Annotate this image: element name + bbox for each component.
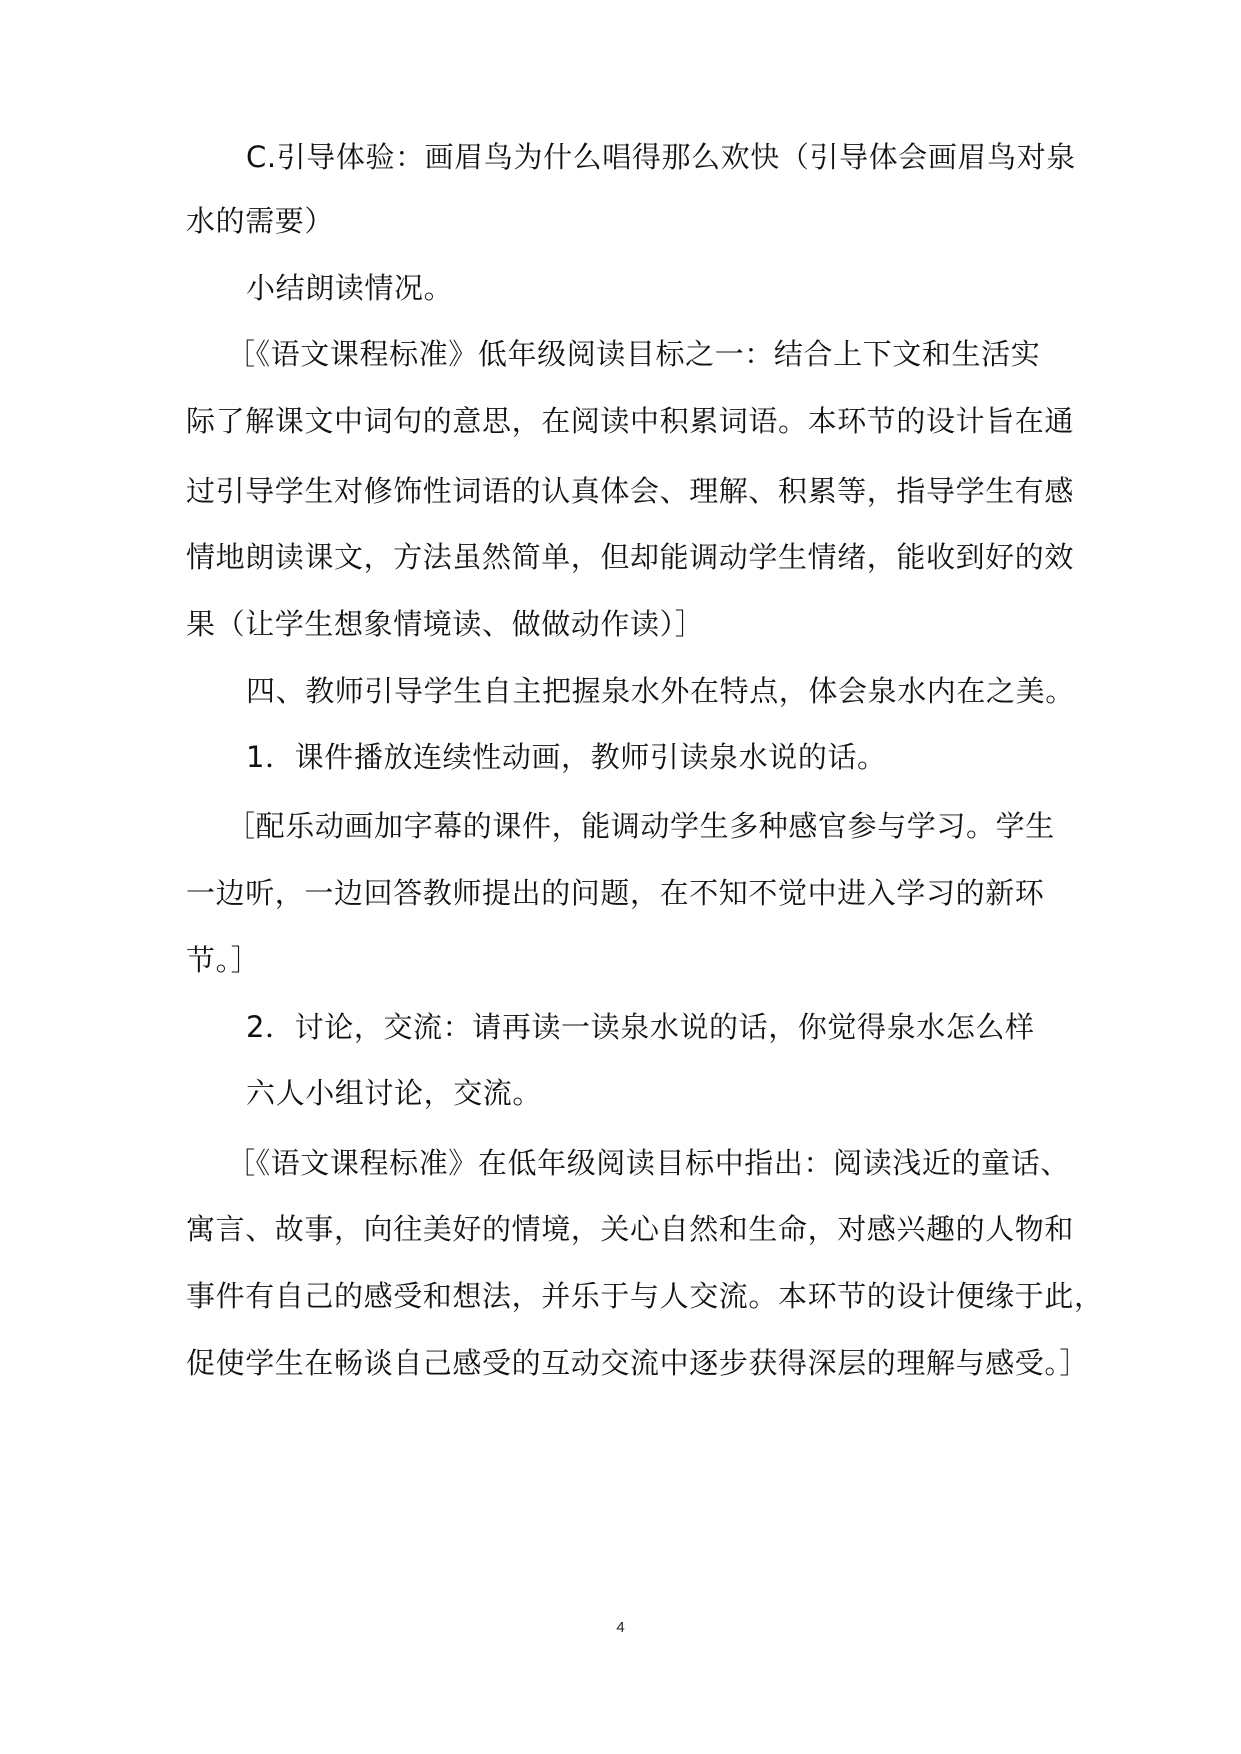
paragraph-line: 小结朗读情况。 [246,271,454,305]
paragraph-line: C.引导体验：画眉鸟为什么唱得那么欢快（引导体会画眉鸟对泉 [246,140,1076,174]
annotation-line: 寓言、故事，向往美好的情境，关心自然和生命，对感兴趣的人物和 [186,1212,1075,1246]
paragraph-line: 水的需要） [186,204,335,238]
annotation-line: 节。］ [186,943,261,977]
annotation-line: 事件有自己的感受和想法，并乐于与人交流。本环节的设计便缘于此， [186,1279,1104,1313]
numbered-item: 2．讨论，交流：请再读一读泉水说的话，你觉得泉水怎么样 [246,1010,1035,1044]
annotation-line: 情地朗读课文，方法虽然简单，但却能调动学生情绪，能收到好的效 [186,540,1075,574]
annotation-line: ［《语文课程标准》低年级阅读目标之一：结合上下文和生活实 [226,337,1041,371]
annotation-line: 际了解课文中词句的意思，在阅读中积累词语。本环节的设计旨在通 [186,404,1075,438]
annotation-line: 一边听，一边回答教师提出的问题，在不知不觉中进入学习的新环 [186,876,1045,910]
annotation-line: 果（让学生想象情境读、做做动作读）］ [186,607,705,641]
annotation-line: 过引导学生对修饰性词语的认真体会、理解、积累等，指导学生有感 [186,474,1075,508]
page-number: 4 [616,1619,625,1636]
annotation-line: 促使学生在畅谈自己感受的互动交流中逐步获得深层的理解与感受。］ [186,1346,1090,1380]
paragraph-line: 六人小组讨论，交流。 [246,1076,543,1110]
annotation-line: ［《语文课程标准》在低年级阅读目标中指出：阅读浅近的童话、 [226,1146,1070,1180]
section-heading: 四、教师引导学生自主把握泉水外在特点，体会泉水内在之美。 [246,674,1075,708]
annotation-line: ［配乐动画加字幕的课件，能调动学生多种感官参与学习。学生 [226,809,1055,843]
numbered-item: 1．课件播放连续性动画，教师引读泉水说的话。 [246,740,887,774]
